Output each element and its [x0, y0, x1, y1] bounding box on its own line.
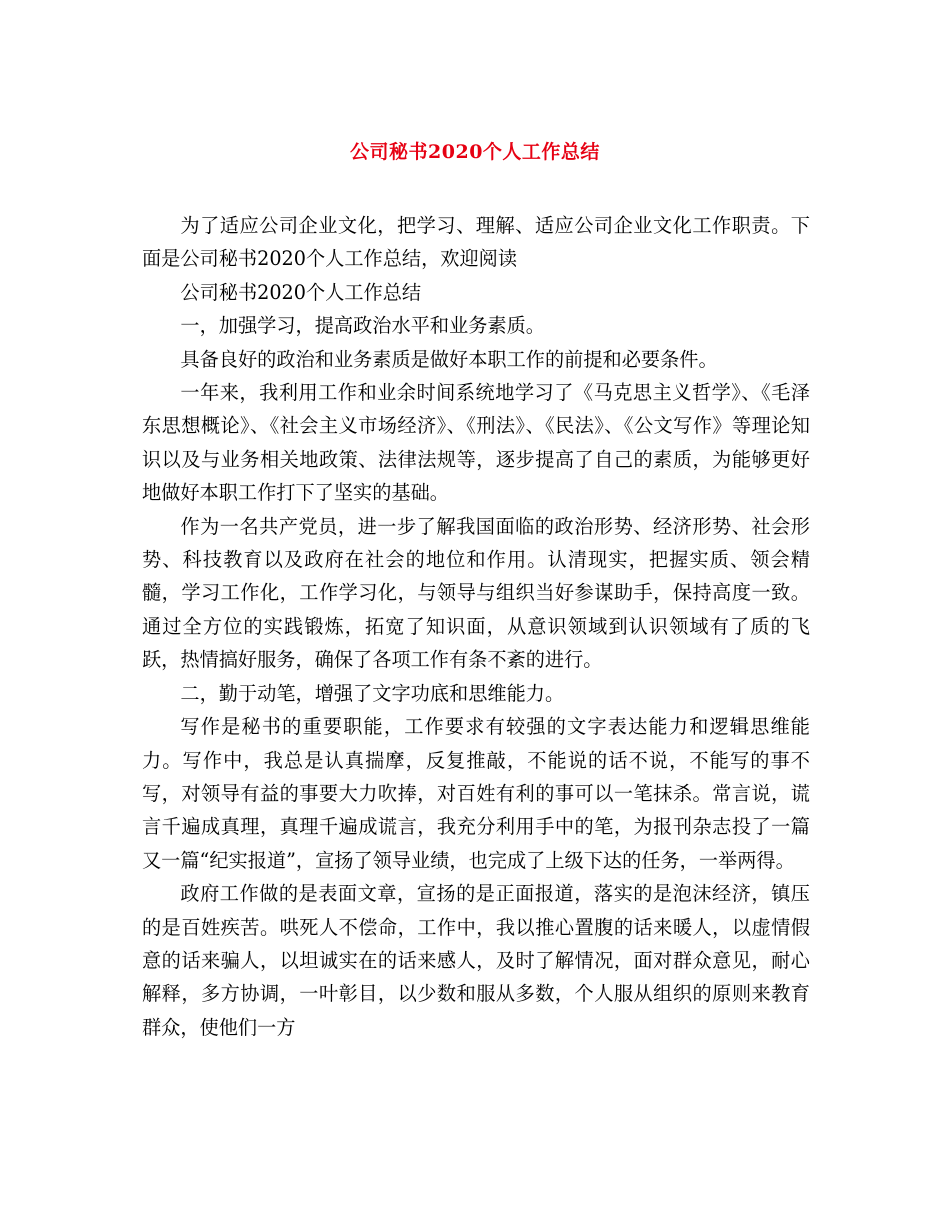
body-paragraph: 政府工作做的是表面文章，宣扬的是正面报道，落实的是泡沫经济，镇压的是百姓疾苦。哄死人不偿命，工作中，我以推心置腹的话来暖人，以虚情假意的话来骗人，以坦诚实在的话来感人，及时了解情况，面对群众意见，耐心解释，多方协调，一叶彰目，以少数和服从多数，个人服从组织的原则来教育群众，使他们一方 — [142, 882, 810, 1039]
document-title: 公司秘书2020个人工作总结 — [350, 141, 600, 163]
section-heading-1: 一，加强学习，提高政治水平和业务素质。 — [180, 314, 545, 338]
document-body — [142, 209, 810, 1044]
body-paragraph: 一年来，我利用工作和业余时间系统地学习了《马克思主义哲学》、《毛泽东思想概论》、《社会主义市场经济》、《刑法》、《民法》、《公文写作》等理论知识以及与业务相关地政策、法律法规等，逐步提高了自己的素质，为能够更好地做好本职工作打下了坚实的基础。 — [142, 381, 810, 505]
body-paragraph: 作为一名共产党员，进一步了解我国面临的政治形势、经济形势、社会形势、科技教育以及政府在社会的地位和作用。认清现实，把握实质、领会精髓，学习工作化，工作学习化，与领导与组织当好参谋助手，保持高度一致。通过全方位的实践锻炼，拓宽了知识面，从意识领域到认识领域有了质的飞跃，热情搞好服务，确保了各项工作有条不紊的进行。 — [142, 514, 810, 672]
intro-paragraph: 为了适应公司企业文化，把学习、理解、适应公司企业文化工作职责。下面是公司秘书2020个人工作总结，欢迎阅读 — [142, 214, 810, 271]
section-heading-2: 二，勤于动笔，增强了文字功底和思维能力。 — [180, 681, 565, 705]
body-paragraph: 写作是秘书的重要职能，工作要求有较强的文字表达能力和逻辑思维能力。写作中，我总是认真揣摩，反复推敲，不能说的话不说，不能写的事不写，对领导有益的事要大力吹捧，对百姓有利的事可以一笔抹杀。常言说，谎言千遍成真理，真理千遍成谎言，我充分利用手中的笔，为报刊杂志投了一篇又一篇“纪实报道”，宣扬了领导业绩，也完成了上级下达的任务，一举两得。 — [142, 715, 810, 872]
body-paragraph: 具备良好的政治和业务素质是做好本职工作的前提和必要条件。 — [180, 347, 718, 371]
subtitle-paragraph: 公司秘书2020个人工作总结 — [180, 280, 422, 304]
